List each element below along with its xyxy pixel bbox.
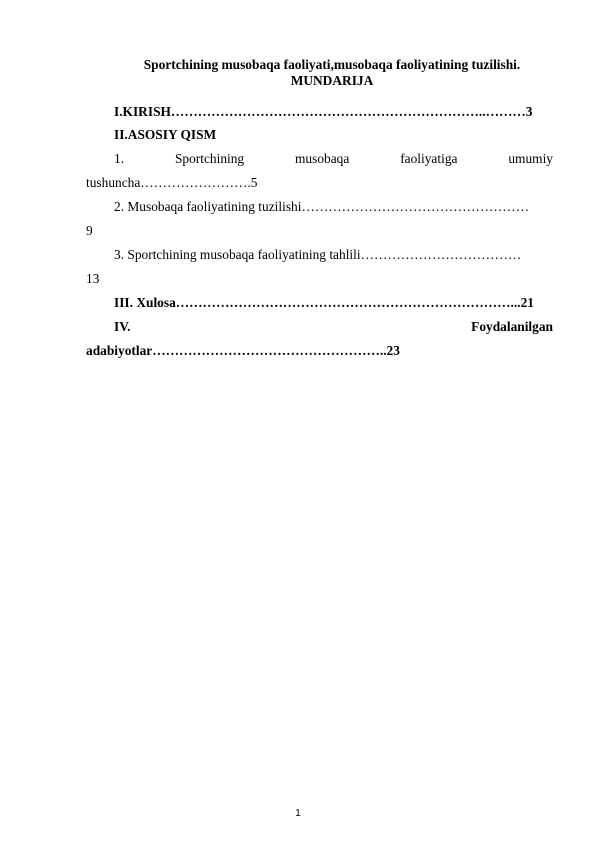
toc-entry-2: 2. Musobaqa faoliyatining tuzilishi…………………………………………… bbox=[114, 199, 530, 214]
title-line: Sportchining musobaqa faoliyati,musobaqa faoliyatining tuzilishi. bbox=[143, 57, 521, 72]
contents-heading: MUNDARIJA bbox=[290, 73, 374, 88]
toc-entry-conclusion: III. Xulosa…………………………………………………………………...21 bbox=[114, 295, 534, 310]
toc-entry-intro: I.KIRISH……………………………………………………………..………3 bbox=[114, 104, 533, 119]
toc-entry-1 bbox=[86, 151, 553, 167]
toc-entry-3: 3. Sportchining musobaqa faoliyatining tahlili……………………………… bbox=[114, 247, 522, 262]
toc-word: musobaqa bbox=[295, 151, 350, 166]
document-title bbox=[112, 57, 552, 89]
toc-word: IV. bbox=[114, 319, 131, 334]
toc-entry-2-page: 9 bbox=[86, 223, 93, 238]
toc-word: faoliyatiga bbox=[400, 151, 458, 166]
page-number: 1 bbox=[295, 808, 301, 819]
toc-word: umumiy bbox=[508, 151, 553, 166]
toc-word: Foydalanilgan bbox=[471, 319, 553, 334]
toc-entry-main-section: II.ASOSIY QISM bbox=[114, 127, 217, 142]
toc-entry-references-continuation: adabiyotlar……………………………………………..23 bbox=[86, 343, 400, 358]
toc-entry-1-continuation: tushuncha…………………….5 bbox=[86, 175, 258, 190]
toc-entry-3-page: 13 bbox=[86, 271, 100, 286]
toc-word: 1. bbox=[114, 151, 125, 166]
toc-word: Sportchining bbox=[174, 151, 245, 166]
toc-entry-references bbox=[86, 319, 553, 335]
